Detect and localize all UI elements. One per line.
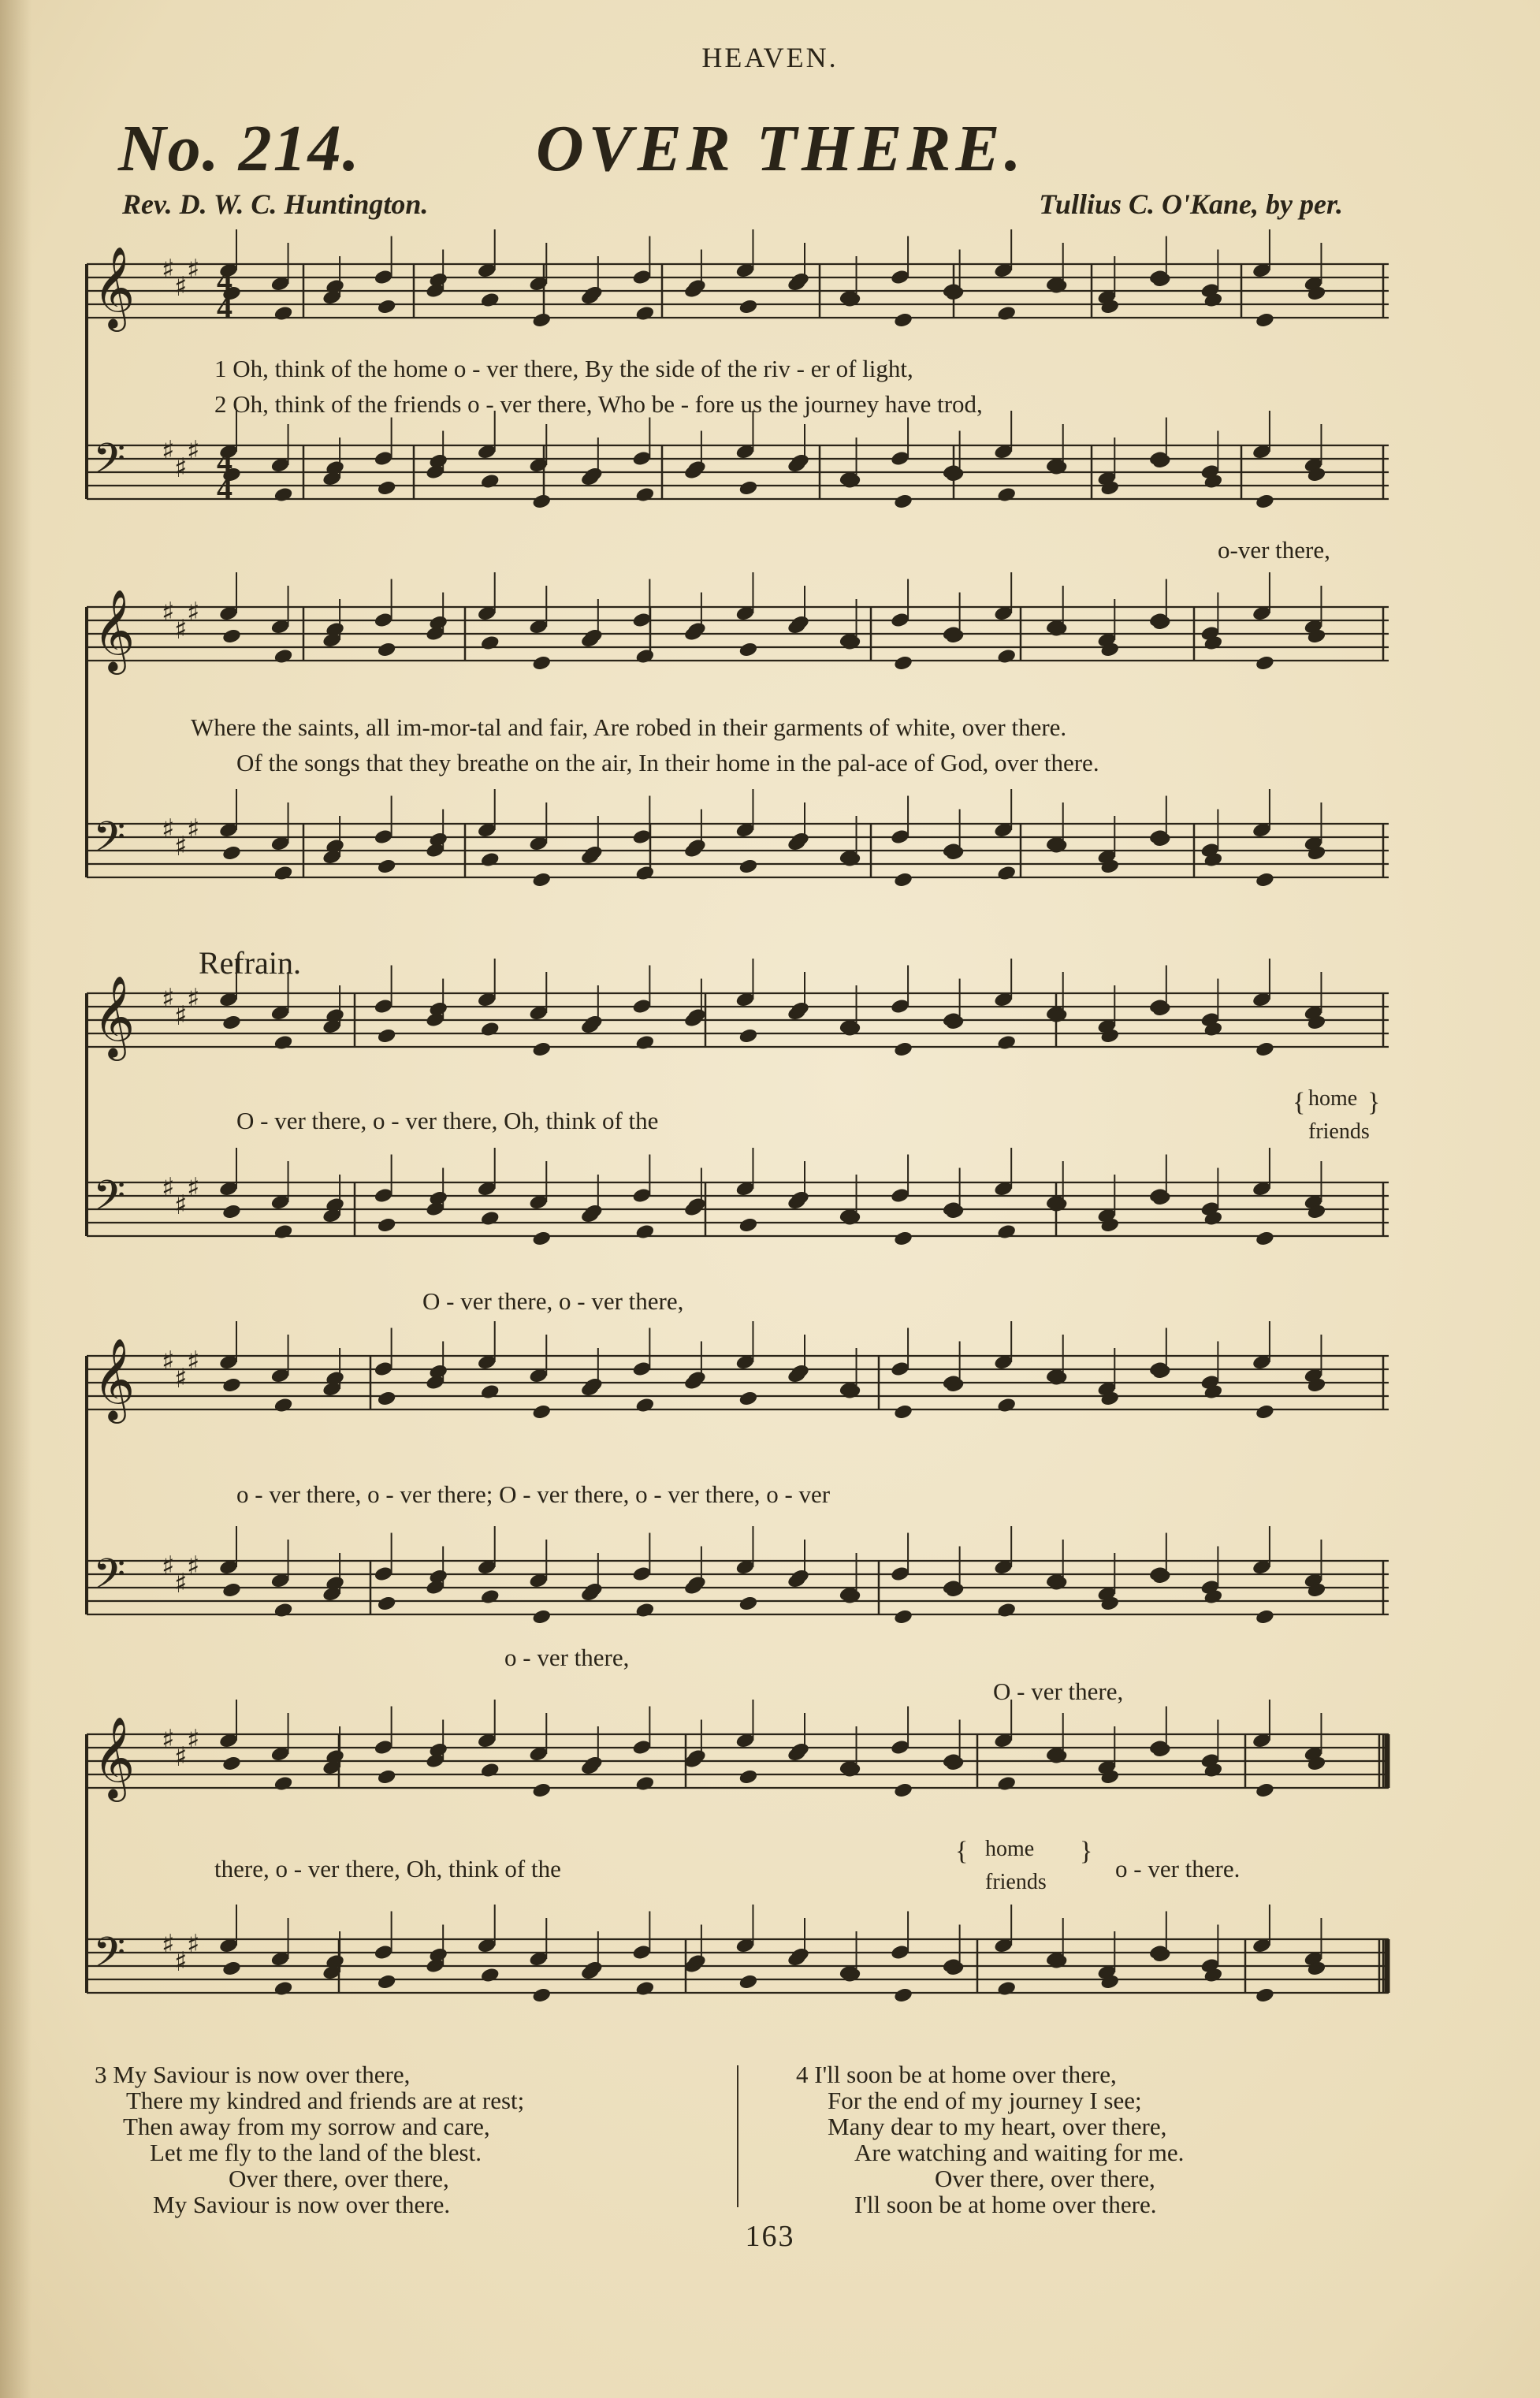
page-number: 163 — [745, 2220, 795, 2253]
sharp-sign: ♯ — [187, 1172, 200, 1204]
note-head — [377, 1216, 397, 1234]
note-head — [273, 305, 294, 322]
note-head — [996, 1397, 1017, 1414]
note-head — [428, 271, 448, 289]
hymn-title: OVER THERE. — [536, 112, 1026, 185]
note-head — [996, 865, 1017, 882]
sharp-sign: ♯ — [162, 1724, 175, 1756]
brace-right: } — [1367, 1088, 1381, 1117]
note-head — [1255, 871, 1275, 888]
note-head — [634, 1034, 655, 1052]
note-head — [996, 1034, 1017, 1052]
note-head — [221, 1755, 242, 1772]
note-head — [480, 1588, 500, 1606]
brace-left-2: { — [955, 1837, 969, 1866]
note-head — [325, 1370, 345, 1387]
note-head — [893, 1041, 913, 1058]
note-head — [480, 1967, 500, 1984]
lyric-s3-treble: O - ver there, o - ver there, Oh, think of the — [236, 1107, 659, 1134]
refrain-label: Refrain. — [199, 945, 301, 981]
sharp-sign: ♯ — [174, 1000, 188, 1032]
lyric-s1-bass: o-ver there, — [1218, 536, 1330, 564]
note-head — [996, 1223, 1017, 1241]
note-head — [377, 479, 397, 497]
note-head — [325, 838, 345, 855]
note-head — [996, 1775, 1017, 1793]
note-head — [893, 1987, 913, 2004]
lyric-s2-verse1: Where the saints, all im-mor-tal and fair, Are robed in their garments of white, over there. — [191, 713, 1067, 741]
note-head — [531, 1403, 552, 1421]
sharp-sign: ♯ — [174, 1741, 188, 1773]
note-head — [1255, 493, 1275, 510]
note-head — [893, 871, 913, 888]
sharp-sign: ♯ — [162, 1346, 175, 1377]
sharp-sign: ♯ — [187, 1929, 200, 1960]
sharp-sign: ♯ — [162, 1929, 175, 1960]
note-head — [480, 292, 500, 309]
brace2-word-top: home — [985, 1837, 1035, 1861]
note-head — [634, 1980, 655, 1998]
verse-line: Over there, over there, — [229, 2165, 449, 2192]
verse-line: I'll soon be at home over there. — [854, 2191, 1157, 2218]
lyric-s4-bass2: O - ver there, — [993, 1677, 1124, 1705]
note-head — [996, 486, 1017, 504]
note-head — [273, 1223, 294, 1241]
note-head — [273, 1397, 294, 1414]
note-head — [480, 851, 500, 869]
note-head — [738, 1973, 759, 1990]
sharp-sign: ♯ — [162, 814, 175, 845]
sharp-sign: ♯ — [174, 1946, 188, 1978]
note-head — [428, 452, 448, 470]
note-head — [531, 1987, 552, 2004]
lyric-s5-b: o - ver there. — [1115, 1855, 1241, 1882]
verse-line: Let me fly to the land of the blest. — [150, 2139, 482, 2166]
note-head — [221, 844, 242, 862]
lyric-s3-bass: O - ver there, o - ver there, — [422, 1287, 684, 1315]
note-head — [221, 627, 242, 645]
lyric-s4-bass1: o - ver there, — [504, 1644, 630, 1671]
note-head — [273, 1602, 294, 1619]
lyric-s5-a: there, o - ver there, Oh, think of the — [214, 1855, 561, 1882]
sharp-sign: ♯ — [187, 1724, 200, 1756]
note-head — [325, 1197, 345, 1214]
brace-word-bottom: friends — [1308, 1119, 1370, 1144]
note-head — [996, 1980, 1017, 1998]
note-head — [531, 1608, 552, 1625]
note-head — [273, 648, 294, 665]
note-head — [273, 1980, 294, 1998]
note-head — [738, 479, 759, 497]
sharp-sign: ♯ — [187, 1346, 200, 1377]
sharp-sign: ♯ — [187, 983, 200, 1015]
note-head — [893, 1230, 913, 1247]
sharp-sign: ♯ — [174, 452, 188, 484]
note-head — [273, 1775, 294, 1793]
note-head — [428, 1568, 448, 1585]
note-head — [428, 1946, 448, 1964]
brace-left: { — [1293, 1088, 1306, 1117]
note-head — [221, 1376, 242, 1394]
sharp-sign: ♯ — [162, 983, 175, 1015]
note-head — [1255, 1608, 1275, 1625]
note-head — [428, 1741, 448, 1759]
time-signature-top: 4 — [217, 444, 232, 479]
note-head — [996, 305, 1017, 322]
note-head — [531, 1782, 552, 1799]
note-head — [1255, 311, 1275, 329]
sharp-sign: ♯ — [174, 271, 188, 303]
verse-divider — [737, 2065, 738, 2207]
note-head — [221, 1203, 242, 1220]
note-head — [634, 1397, 655, 1414]
note-head — [634, 486, 655, 504]
note-head — [377, 1973, 397, 1990]
note-head — [428, 1000, 448, 1018]
sharp-sign: ♯ — [162, 597, 175, 628]
verse-line: Over there, over there, — [935, 2165, 1155, 2192]
sharp-sign: ♯ — [174, 1190, 188, 1221]
sharp-sign: ♯ — [187, 814, 200, 845]
note-head — [634, 305, 655, 322]
sharp-sign: ♯ — [174, 1568, 188, 1599]
note-head — [996, 648, 1017, 665]
note-head — [634, 1775, 655, 1793]
lyric-s2-verse2: Of the songs that they breathe on the air, In their home in the pal-ace of God, over there. — [236, 749, 1099, 776]
bass-clef: 𝄢 — [93, 1172, 126, 1231]
sharp-sign: ♯ — [187, 254, 200, 285]
note-head — [377, 858, 397, 875]
note-head — [738, 641, 759, 658]
note-head — [325, 1007, 345, 1025]
note-head — [221, 1960, 242, 1977]
note-head — [377, 1390, 397, 1407]
treble-clef: 𝄞 — [93, 1716, 136, 1799]
note-head — [325, 621, 345, 639]
verse-line: Then away from my sorrow and care, — [123, 2113, 490, 2140]
note-head — [1255, 1782, 1275, 1799]
sharp-sign: ♯ — [187, 435, 200, 467]
note-head — [1255, 1230, 1275, 1247]
sharp-sign: ♯ — [187, 1551, 200, 1582]
brace-word-top: home — [1308, 1086, 1358, 1111]
verse-line: For the end of my journey I see; — [828, 2087, 1142, 2114]
note-head — [480, 1210, 500, 1227]
time-signature-bottom: 4 — [217, 289, 232, 325]
note-head — [325, 1575, 345, 1592]
time-signature-top: 4 — [217, 263, 232, 298]
verse-line: Many dear to my heart, over there, — [828, 2113, 1167, 2140]
note-head — [893, 1782, 913, 1799]
sharp-sign: ♯ — [162, 1551, 175, 1582]
note-head — [428, 1190, 448, 1207]
verse-line: 3 My Saviour is now over there, — [95, 2061, 411, 2088]
hymn-number: No. 214. — [118, 112, 361, 185]
note-head — [634, 648, 655, 665]
note-head — [893, 311, 913, 329]
note-head — [531, 654, 552, 672]
note-head — [634, 1223, 655, 1241]
composer-credit: Tullius C. O'Kane, by per. — [1039, 188, 1343, 220]
sharp-sign: ♯ — [162, 254, 175, 285]
lyricist-credit: Rev. D. W. C. Huntington. — [122, 188, 429, 220]
note-head — [738, 298, 759, 315]
note-head — [377, 298, 397, 315]
treble-clef: 𝄞 — [93, 975, 136, 1058]
note-head — [428, 1363, 448, 1380]
sharp-sign: ♯ — [162, 435, 175, 467]
note-head — [531, 1230, 552, 1247]
lyric-s1-verse2: 2 Oh, think of the friends o - ver there, Who be - fore us the journey have trod, — [214, 390, 983, 418]
treble-clef: 𝄞 — [93, 589, 136, 672]
verse-line: My Saviour is now over there. — [153, 2191, 451, 2218]
note-head — [893, 1403, 913, 1421]
bass-clef: 𝄢 — [93, 1929, 126, 1987]
treble-clef: 𝄞 — [93, 1338, 136, 1421]
note-head — [428, 614, 448, 631]
verse-line: Are watching and waiting for me. — [854, 2139, 1185, 2166]
note-head — [480, 1383, 500, 1401]
note-head — [377, 641, 397, 658]
note-head — [893, 1608, 913, 1625]
note-head — [1255, 1987, 1275, 2004]
note-head — [738, 1768, 759, 1785]
verse-4 — [796, 2061, 1184, 2217]
brace2-word-bottom: friends — [985, 1870, 1047, 1894]
note-head — [1255, 654, 1275, 672]
note-head — [221, 1014, 242, 1031]
note-head — [738, 1216, 759, 1234]
verse-3 — [95, 2061, 524, 2217]
lyric-s4-treble: o - ver there, o - ver there; O - ver there, o - ver there, o - ver — [236, 1480, 831, 1508]
verse-line: 4 I'll soon be at home over there, — [796, 2061, 1117, 2088]
verse-line: There my kindred and friends are at rest; — [126, 2087, 525, 2114]
note-head — [738, 1027, 759, 1044]
note-head — [480, 473, 500, 490]
note-head — [1255, 1403, 1275, 1421]
note-head — [634, 1602, 655, 1619]
note-head — [531, 1041, 552, 1058]
note-head — [273, 486, 294, 504]
lyric-s1-verse1: 1 Oh, think of the home o - ver there, By the side of the riv - er of light, — [214, 355, 913, 382]
note-head — [634, 865, 655, 882]
note-head — [996, 1602, 1017, 1619]
sharp-sign: ♯ — [187, 597, 200, 628]
note-head — [738, 1595, 759, 1612]
note-head — [428, 831, 448, 848]
note-head — [738, 1390, 759, 1407]
note-head — [325, 278, 345, 296]
sharp-sign: ♯ — [174, 614, 188, 646]
note-head — [893, 493, 913, 510]
note-head — [377, 1768, 397, 1785]
note-head — [1255, 1041, 1275, 1058]
note-head — [221, 1581, 242, 1599]
note-head — [325, 1748, 345, 1766]
note-head — [531, 493, 552, 510]
note-head — [325, 460, 345, 477]
note-head — [480, 635, 500, 652]
note-head — [325, 1953, 345, 1971]
note-head — [738, 858, 759, 875]
note-head — [273, 865, 294, 882]
sharp-sign: ♯ — [162, 1172, 175, 1204]
sharp-sign: ♯ — [174, 831, 188, 862]
note-head — [480, 1021, 500, 1038]
note-head — [531, 871, 552, 888]
bass-clef: 𝄢 — [93, 814, 126, 872]
note-head — [893, 654, 913, 672]
bass-clef: 𝄢 — [93, 435, 126, 493]
sharp-sign: ♯ — [174, 1363, 188, 1394]
section-heading: HEAVEN. — [701, 42, 839, 73]
bass-clef: 𝄢 — [93, 1551, 126, 1609]
note-head — [273, 1034, 294, 1052]
brace-right-2: } — [1080, 1837, 1093, 1866]
note-head — [531, 311, 552, 329]
note-head — [377, 1595, 397, 1612]
note-head — [377, 1027, 397, 1044]
time-signature-bottom: 4 — [217, 471, 232, 506]
note-head — [480, 1762, 500, 1779]
treble-clef: 𝄞 — [93, 246, 136, 329]
